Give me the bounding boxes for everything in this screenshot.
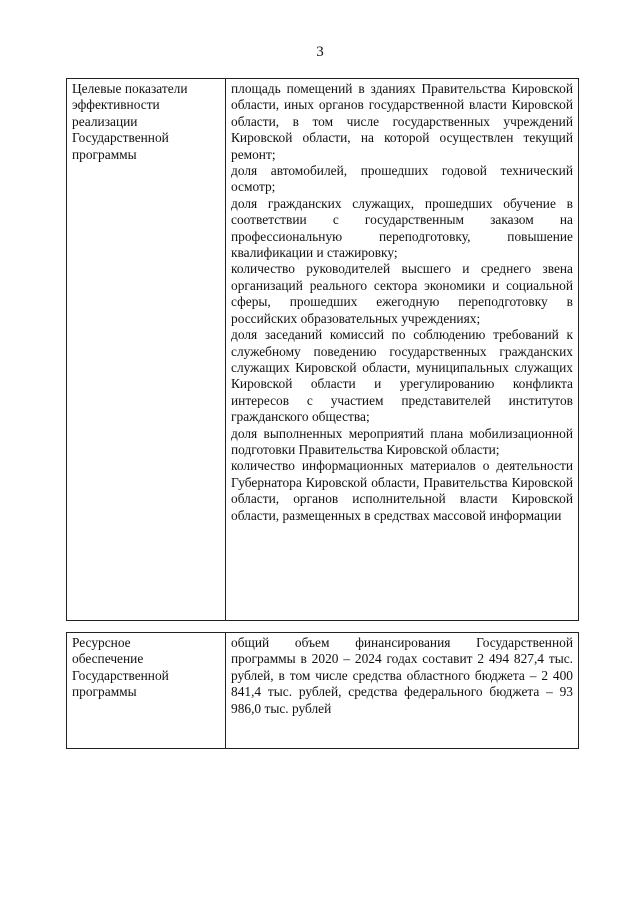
indicator-item: площадь помещений в зданиях Правительства Кировской области, иных органов государственной власти Кировской области, в том числе государственных учреждений Кировской области, на которой осуществлен текущий ремонт; bbox=[231, 81, 573, 162]
funding-text: общий объем финансирования Государственной программы в 2020 – 2024 годах составит 2 494 827,4 тыс. рублей, в том числе средства областного бюджета – 2 400 841,4 тыс. рублей, средства федерального бюджета – 93 986,0 тыс. рублей bbox=[231, 635, 573, 716]
row-label-line: Государственной bbox=[72, 667, 169, 683]
row-content-resources bbox=[226, 633, 579, 749]
table-row-target-indicators bbox=[67, 79, 579, 621]
program-passport-table bbox=[66, 78, 579, 749]
row-label-line: Государственной bbox=[72, 130, 169, 146]
row-label-target-indicators bbox=[67, 79, 226, 621]
indicator-item: доля гражданских служащих, прошедших обучение в соответствии с государственным заказом на профессиональную переподготовку, повышение квалификации и стажировку; bbox=[231, 195, 573, 261]
row-label-line: реализации bbox=[72, 113, 138, 129]
row-label-resources bbox=[67, 633, 226, 749]
row-label-line: программы bbox=[72, 146, 137, 162]
indicator-item: доля заседаний комиссий по соблюдению требований к служебному поведению государственных гражданских служащих Кировской области, муниципальных служащих Кировской области и урегулированию конфликта интересов с участием представителей институтов гражданского общества; bbox=[231, 327, 573, 425]
indicator-item: количество информационных материалов о деятельности Губернатора Кировской области, Правительства Кировской области, органов исполнительной власти Кировской области, размещенных в средствах массовой информации bbox=[231, 458, 573, 523]
row-label-line: эффективности bbox=[72, 97, 160, 113]
table-row-resources bbox=[67, 633, 579, 749]
spacer-cell bbox=[226, 621, 579, 633]
table-row-spacer bbox=[67, 621, 579, 633]
indicator-item: доля выполненных мероприятий плана мобилизационной подготовки Правительства Кировской области; bbox=[231, 425, 573, 457]
row-label-line: программы bbox=[72, 684, 137, 700]
row-label-line: Целевые показатели bbox=[72, 81, 188, 96]
indicator-item: доля автомобилей, прошедших годовой технический осмотр; bbox=[231, 163, 573, 195]
page-number: 3 bbox=[316, 44, 324, 60]
indicator-item: количество руководителей высшего и среднего звена организаций реального сектора экономики и социальной сферы, прошедших ежегодную переподготовку в российских образовательных учреждениях; bbox=[231, 261, 573, 326]
row-content-target-indicators bbox=[226, 79, 579, 621]
row-label-line: Ресурсное bbox=[72, 635, 131, 650]
spacer-cell bbox=[67, 621, 226, 633]
row-label-line: обеспечение bbox=[72, 651, 144, 667]
